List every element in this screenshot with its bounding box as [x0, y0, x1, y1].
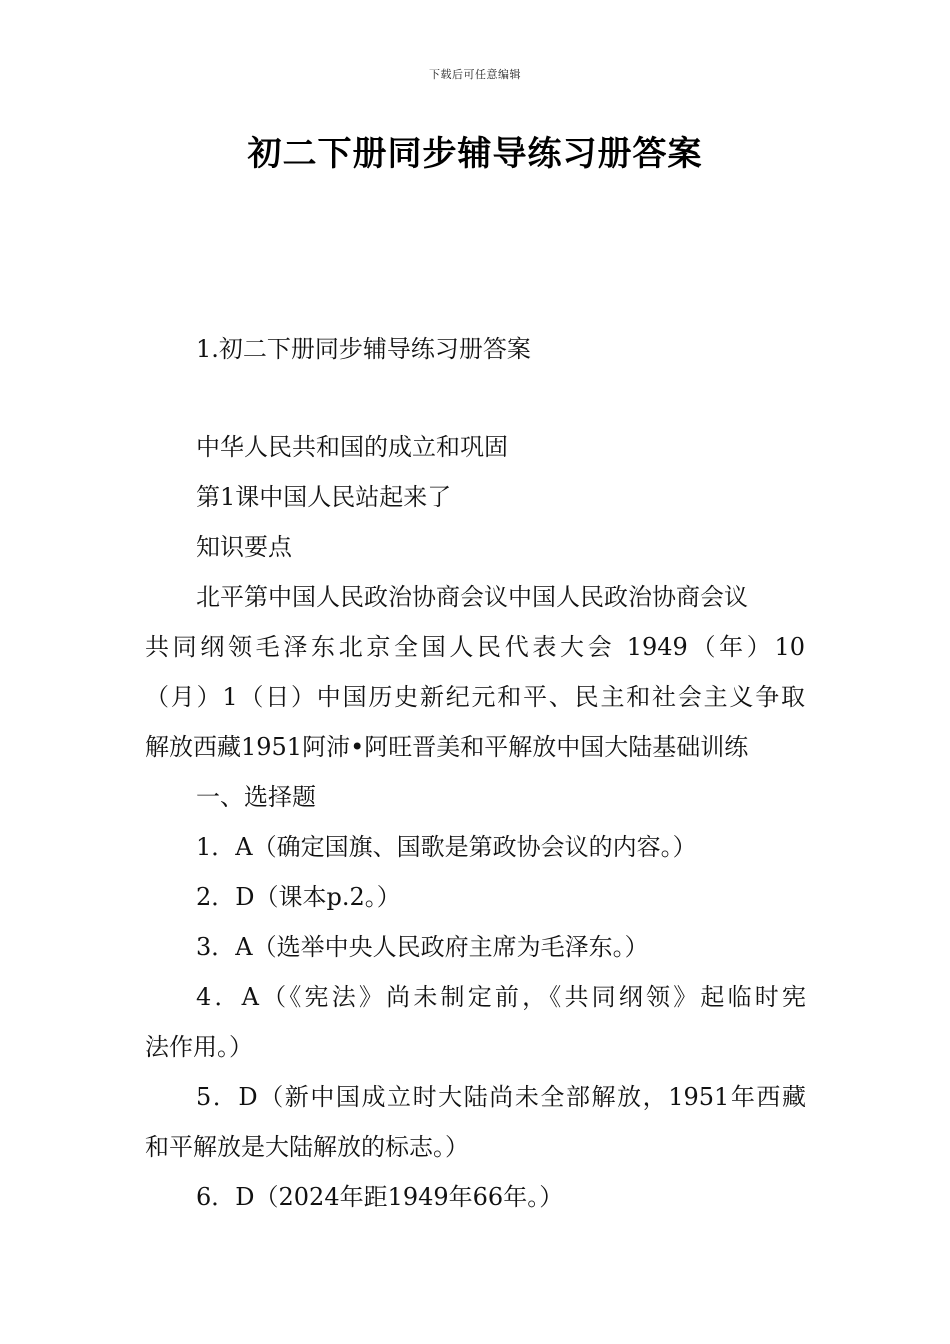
knowledge-points-heading: 知识要点	[196, 533, 292, 561]
paragraph-line: （月）1（日）中国历史新纪元和平、民主和社会主义争取	[145, 683, 805, 711]
lesson-heading: 第1课中国人民站起来了	[196, 483, 452, 511]
answer-item: 2．D（课本p.2。）	[196, 883, 401, 911]
document-title: 初二下册同步辅导练习册答案	[247, 134, 703, 174]
answer-item: 6．D（2024年距1949年66年。）	[196, 1183, 564, 1211]
answer-item-continuation: 和平解放是大陆解放的标志。）	[145, 1133, 469, 1161]
answer-item: 5．D（新中国成立时大陆尚未全部解放，1951年西藏	[196, 1083, 806, 1111]
paragraph-line: 共同纲领毛泽东北京全国人民代表大会 1949（年）10	[145, 633, 805, 661]
question-section-heading: 一、选择题	[196, 783, 316, 811]
paragraph-line: 北平第中国人民政治协商会议中国人民政治协商会议	[196, 583, 748, 611]
paragraph-line: 解放西藏1951阿沛•阿旺晋美和平解放中国大陆基础训练	[145, 733, 749, 761]
answer-item: 1．A（确定国旗、国歌是第政协会议的内容。）	[196, 833, 697, 861]
answer-item: 3．A（选举中央人民政府主席为毛泽东。）	[196, 933, 649, 961]
section-heading: 1.初二下册同步辅导练习册答案	[196, 335, 531, 363]
answer-item-continuation: 法作用。）	[145, 1033, 253, 1061]
answer-item: 4．A（《宪法》尚未制定前，《共同纲领》起临时宪	[196, 983, 806, 1011]
header-note: 下载后可任意编辑	[429, 68, 521, 81]
chapter-heading: 中华人民共和国的成立和巩固	[196, 433, 508, 461]
